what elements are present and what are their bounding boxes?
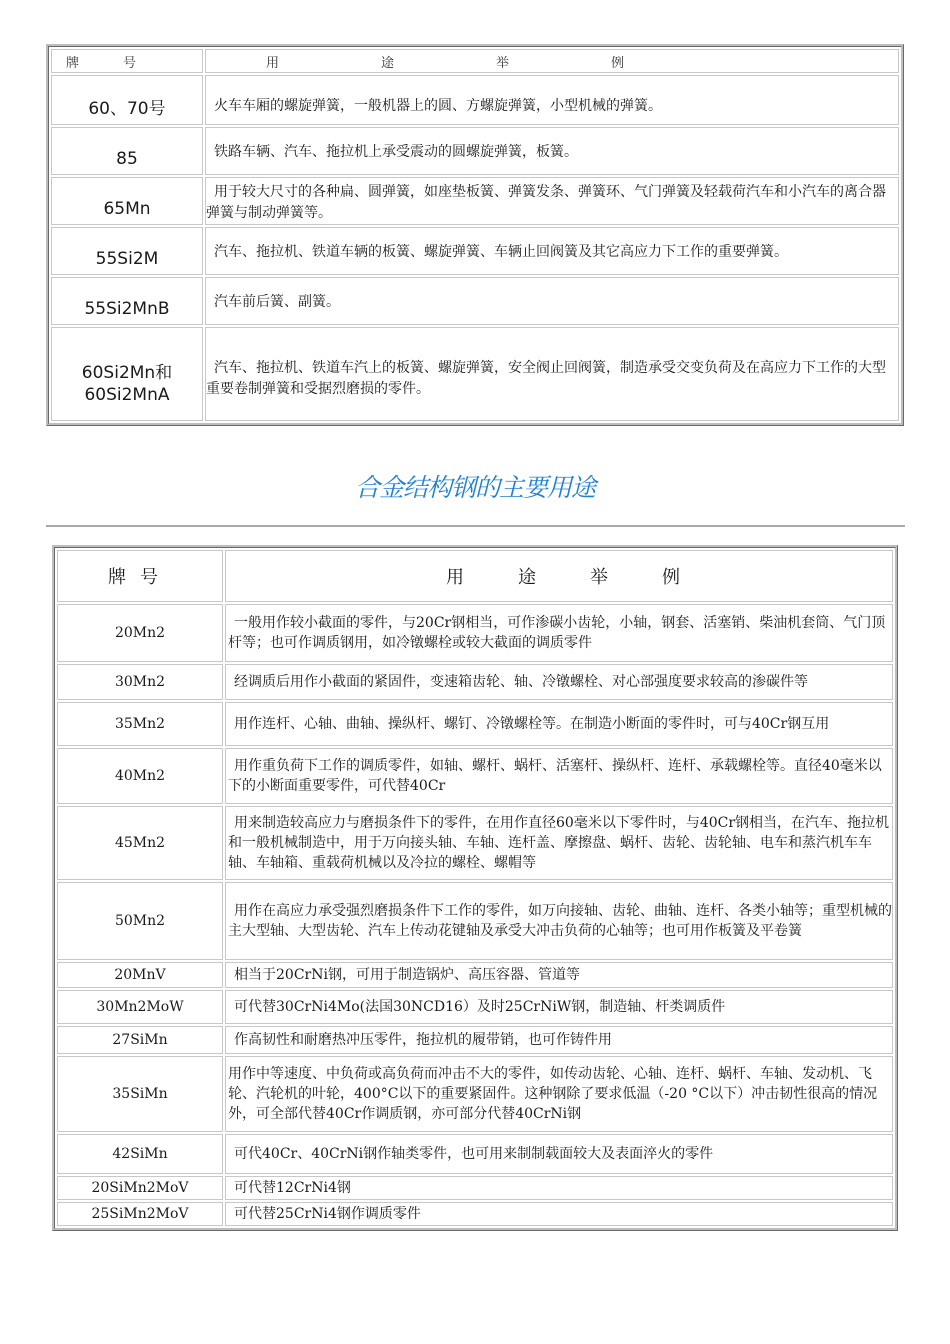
table-row <box>57 806 893 880</box>
table-row <box>57 1056 893 1132</box>
usage-cell: 用作重负荷下工作的调质零件，如轴、螺杆、蜗杆、活塞杆、操纵杆、连杆、承载螺栓等。直径40毫米以下的小断面重要零件，可代替40Cr <box>225 748 893 804</box>
header-usage <box>225 550 893 602</box>
usage-cell: 汽车、拖拉机、铁道车汽上的板簧、螺旋弹簧，安全阀止回阀簧，制造承受交变负荷及在高应力下工作的大型重要卷制弹簧和受据烈磨损的零件。 <box>205 327 899 421</box>
usage-cell: 一般用作较小截面的零件，与20Cr钢相当，可作渗碳小齿轮，小轴，钢套、活塞销、柴油机套筒、气门顶杆等；也可作调质钢用，如冷镦螺栓或较大截面的调质零件 <box>225 604 893 662</box>
usage-cell: 经调质后用作小截面的紧固件，变速箱齿轮、轴、冷镦螺栓、对心部强度要求较高的渗碳件等 <box>225 664 893 700</box>
grade-cell: 85 <box>51 127 203 175</box>
grade-cell: 20SiMn2MoV <box>57 1176 223 1200</box>
header-grade: 牌号 <box>51 49 203 73</box>
table-row <box>57 748 893 804</box>
header-usage-char: 途 <box>381 55 395 71</box>
table-row <box>51 75 899 125</box>
usage-cell: 可代替30CrNi4Mo(法国30NCD16）及时25CrNiW钢，制造轴、杆类调质件 <box>225 990 893 1024</box>
header-usage <box>205 49 899 73</box>
grade-cell: 55Si2M <box>51 227 203 275</box>
table-row <box>57 664 893 700</box>
table-row <box>51 177 899 225</box>
grade-cell: 27SiMn <box>57 1026 223 1054</box>
table-row <box>57 604 893 662</box>
divider <box>46 525 905 527</box>
grade-cell: 30Mn2 <box>57 664 223 700</box>
usage-cell: 汽车前后簧、副簧。 <box>205 277 899 325</box>
usage-cell: 用作中等速度、中负荷或高负荷而冲击不大的零件，如传动齿轮、心轴、连杆、蜗杆、车轴、发动机、飞轮、汽轮机的叶轮，400°C以下的重要紧固件。这种钢除了要求低温（-20 °C以下）冲击韧性很高的情况外，可全部代替40Cr作调质钢，亦可部分代替40CrNi钢 <box>225 1056 893 1132</box>
grade-cell: 25SiMn2MoV <box>57 1202 223 1226</box>
table-row <box>57 1176 893 1200</box>
header-usage-char: 途 <box>518 567 536 588</box>
header-usage-char: 例 <box>662 567 680 588</box>
usage-cell: 用作在高应力承受强烈磨损条件下工作的零件，如万向接轴、齿轮、曲轴、连杆、各类小轴等；重型机械的主大型轴、大型齿轮、汽车上传动花键轴及承受大冲击负荷的心轴等；也可用作板簧及平卷簧 <box>225 882 893 960</box>
table-row <box>57 702 893 746</box>
table-header-row <box>51 49 899 73</box>
header-usage-char: 举 <box>590 567 608 588</box>
header-usage-char: 举 <box>496 55 510 71</box>
table-row <box>51 127 899 175</box>
usage-cell: 相当于20CrNi钢，可用于制造锅炉、高压容器、管道等 <box>225 962 893 988</box>
grade-cell: 60Si2Mn和60Si2MnA <box>51 327 203 421</box>
usage-cell: 铁路车辆、汽车、拖拉机上承受震动的圆螺旋弹簧，板簧。 <box>205 127 899 175</box>
table-row <box>51 277 899 325</box>
header-usage-char: 用 <box>446 567 464 588</box>
table-row <box>57 1134 893 1174</box>
table-row <box>57 990 893 1024</box>
table-row <box>57 1026 893 1054</box>
grade-cell: 42SiMn <box>57 1134 223 1174</box>
grade-cell: 30Mn2MoW <box>57 990 223 1024</box>
grade-cell: 60、70号 <box>51 75 203 125</box>
grade-cell: 65Mn <box>51 177 203 225</box>
grade-cell: 20MnV <box>57 962 223 988</box>
table-row <box>51 327 899 421</box>
table-row <box>51 227 899 275</box>
spring-steel-table <box>46 44 904 426</box>
usage-cell: 可代替12CrNi4钢 <box>225 1176 893 1200</box>
usage-cell: 可代40Cr、40CrNi钢作轴类零件，也可用来制制载面较大及表面淬火的零件 <box>225 1134 893 1174</box>
header-grade: 牌号 <box>57 550 223 602</box>
grade-cell: 35Mn2 <box>57 702 223 746</box>
header-usage-char: 例 <box>611 55 625 71</box>
table-row <box>57 882 893 960</box>
usage-cell: 作高韧性和耐磨热冲压零件，拖拉机的履带销，也可作铸件用 <box>225 1026 893 1054</box>
usage-cell: 用来制造较高应力与磨损条件下的零件，在用作直径60毫米以下零件时，与40Cr钢相当，在汽车、拖拉机和一般机械制造中，用于万向接头轴、车轴、连杆盖、摩擦盘、蜗杆、齿轮、齿轮轴、电车和蒸汽机车车轴、车轴箱、重载荷机械以及冷拉的螺栓、螺帽等 <box>225 806 893 880</box>
usage-cell: 可代替25CrNi4钢作调质零件 <box>225 1202 893 1226</box>
usage-cell: 火车车厢的螺旋弹簧，一般机器上的圆、方螺旋弹簧，小型机械的弹簧。 <box>205 75 899 125</box>
grade-cell: 45Mn2 <box>57 806 223 880</box>
usage-cell: 用于较大尺寸的各种扁、圆弹簧，如座垫板簧、弹簧发条、弹簧环、气门弹簧及轻载荷汽车和小汽车的离合器弹簧与制动弹簧等。 <box>205 177 899 225</box>
section-title: 合金结构钢的主要用途 <box>354 473 595 502</box>
usage-cell: 汽车、拖拉机、铁道车辆的板簧、螺旋弹簧、车辆止回阀簧及其它高应力下工作的重要弹簧。 <box>205 227 899 275</box>
grade-cell: 50Mn2 <box>57 882 223 960</box>
header-usage-char: 用 <box>266 55 280 71</box>
grade-cell: 20Mn2 <box>57 604 223 662</box>
alloy-steel-table <box>52 545 898 1231</box>
grade-cell: 55Si2MnB <box>51 277 203 325</box>
grade-cell: 40Mn2 <box>57 748 223 804</box>
usage-cell: 用作连杆、心轴、曲轴、操纵杆、螺钉、冷镦螺栓等。在制造小断面的零件时，可与40Cr钢互用 <box>225 702 893 746</box>
table-header-row <box>57 550 893 602</box>
grade-cell: 35SiMn <box>57 1056 223 1132</box>
table-row <box>57 962 893 988</box>
table-row <box>57 1202 893 1226</box>
